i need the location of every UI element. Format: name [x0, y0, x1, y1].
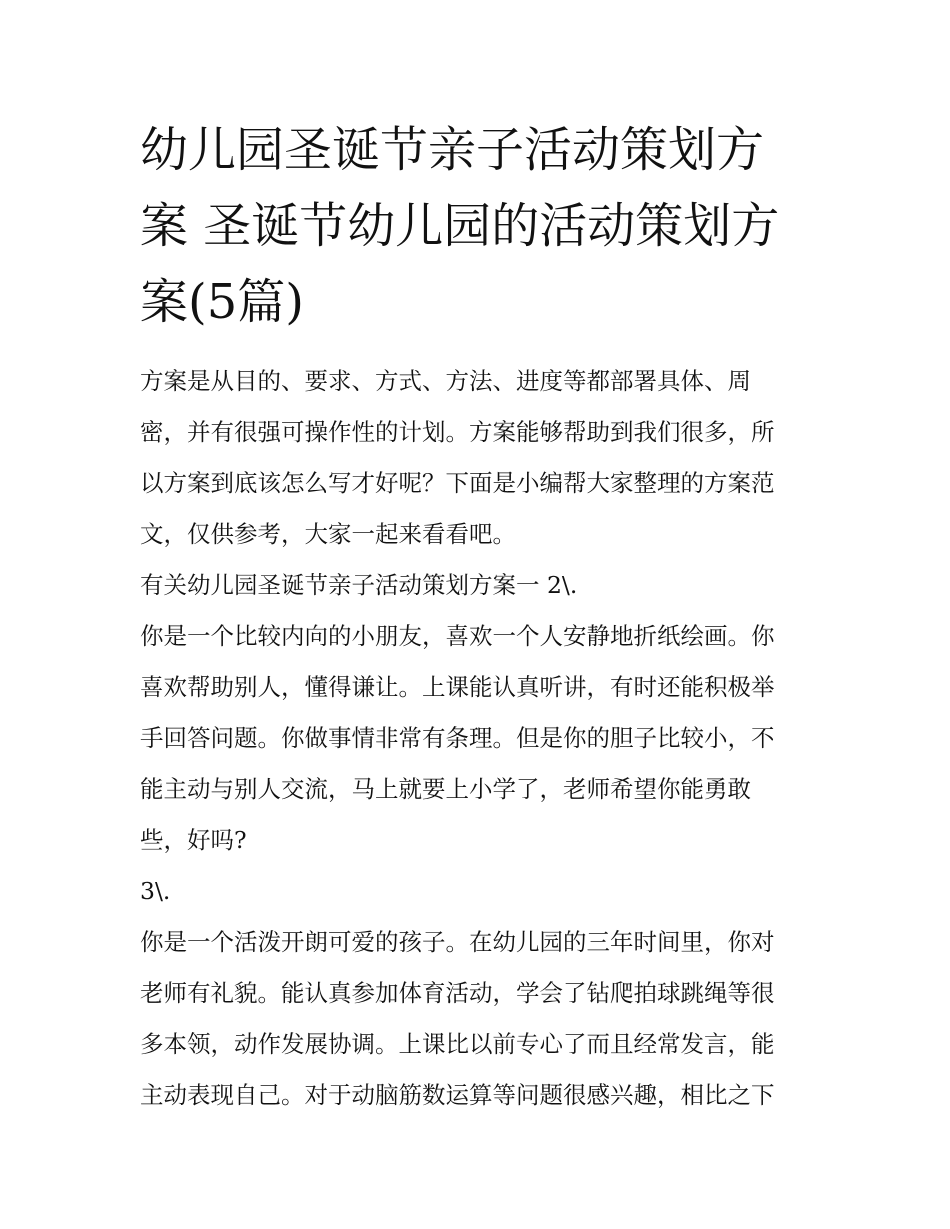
body-line: 你是一个活泼开朗可爱的孩子。在幼儿园的三年时间里，你对 [140, 928, 775, 956]
section-heading: 有关幼儿园圣诞节亲子活动策划方案一 2\. [140, 571, 578, 599]
body-line: 方案是从目的、要求、方式、方法、进度等都部署具体、周 [140, 367, 751, 395]
body-line: 以方案到底该怎么写才好呢？下面是小编帮大家整理的方案范 [140, 469, 775, 497]
body-line: 能主动与别人交流，马上就要上小学了，老师希望你能勇敢 [140, 775, 751, 803]
item-number: 3\. [140, 877, 171, 905]
body-line: 主动表现自己。对于动脑筋数运算等问题很感兴趣，相比之下 [140, 1081, 775, 1109]
title-line: 案 圣诞节幼儿园的活动策划方 [140, 198, 780, 254]
body-line: 些，好吗? [140, 826, 247, 854]
body-line: 文，仅供参考，大家一起来看看吧。 [140, 520, 516, 548]
body-line: 手回答问题。你做事情非常有条理。但是你的胆子比较小，不 [140, 724, 775, 752]
body-line: 多本领，动作发展协调。上课比以前专心了而且经常发言，能 [140, 1030, 775, 1058]
title-line: 案(5篇) [140, 274, 304, 330]
body-line: 你是一个比较内向的小朋友，喜欢一个人安静地折纸绘画。你 [140, 622, 775, 650]
document-body [140, 356, 816, 1121]
document-title [140, 112, 820, 340]
body-line: 密，并有很强可操作性的计划。方案能够帮助到我们很多，所 [140, 418, 775, 446]
body-line: 喜欢帮助别人，懂得谦让。上课能认真听讲，有时还能积极举 [140, 673, 775, 701]
body-line: 老师有礼貌。能认真参加体育活动，学会了钻爬拍球跳绳等很 [140, 979, 775, 1007]
title-line: 幼儿园圣诞节亲子活动策划方 [140, 122, 765, 178]
